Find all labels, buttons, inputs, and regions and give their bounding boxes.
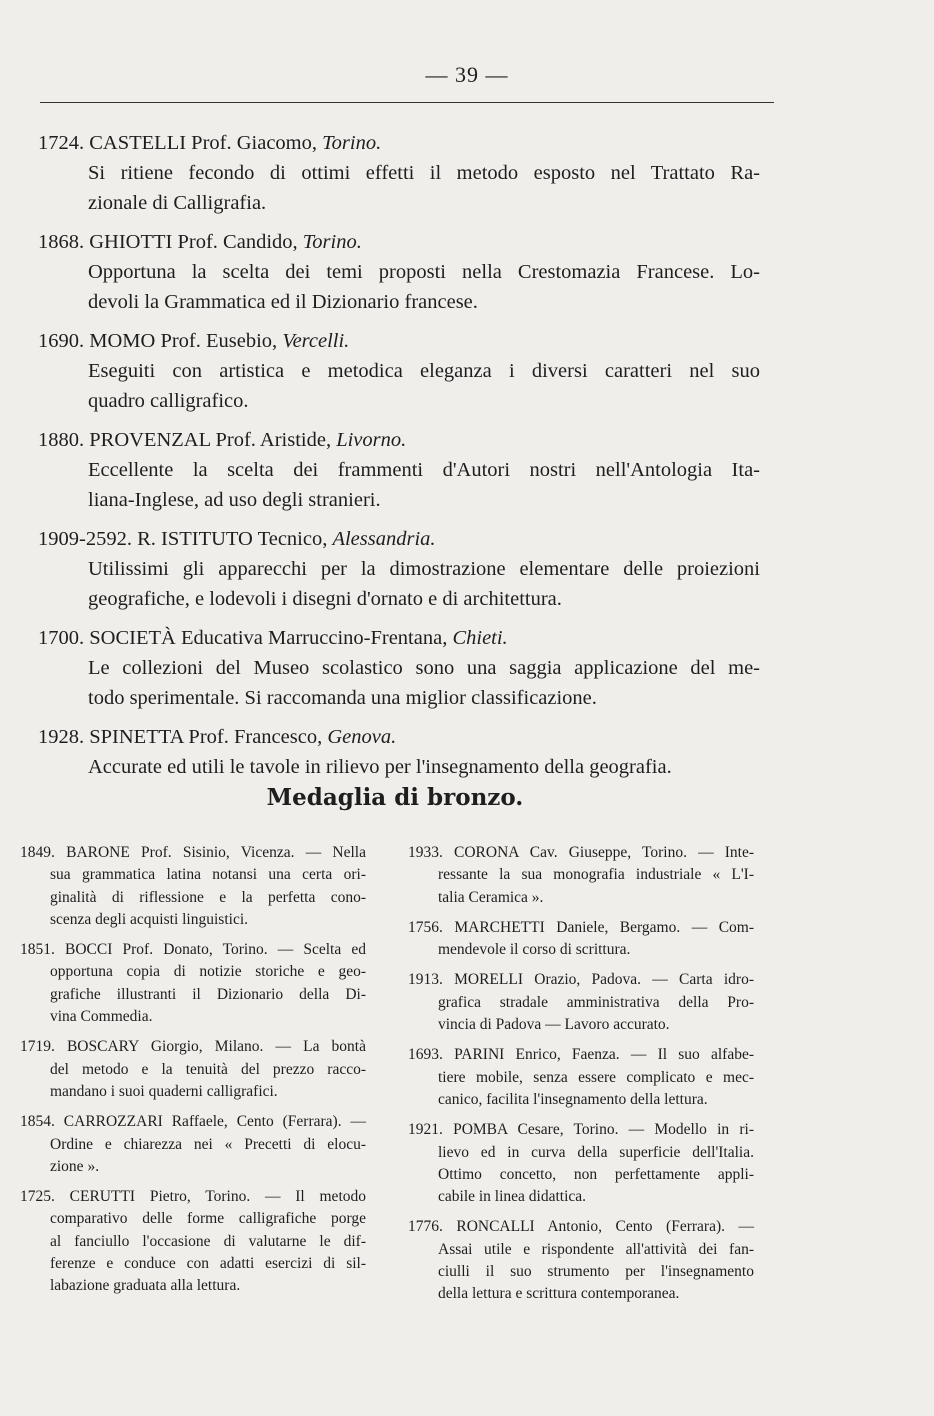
award-entry-line: zione ». <box>50 1157 100 1175</box>
award-entry-line: Ordine e chiarezza nei « Precetti di elocu- <box>50 1135 366 1153</box>
award-entry-line: comparativo delle forme calligrafiche porge <box>50 1210 366 1228</box>
award-entry-line: Assai utile e rispondente all'attività dei fan- <box>438 1240 754 1258</box>
award-entry <box>20 939 366 1028</box>
award-entry-line: vincia di Padova — Lavoro accurato. <box>438 1016 670 1034</box>
award-entry-line: scenza degli acquisti linguistici. <box>50 910 249 928</box>
entry-title: Educativa Marruccino-Frentana, <box>175 627 453 649</box>
entry-name: R. ISTITUTO <box>137 528 253 550</box>
entry-place: Vercelli. <box>282 330 350 352</box>
page-number: — 39 — <box>425 62 509 87</box>
award-entry <box>408 1119 754 1208</box>
entry-place: Chieti. <box>452 627 508 649</box>
main-entry <box>38 227 760 317</box>
award-entry <box>408 842 754 909</box>
award-entry <box>408 1044 754 1111</box>
award-entry-line: canico, facilita l'insegnamento della lettura. <box>438 1090 708 1108</box>
main-entries <box>38 128 760 791</box>
entry-text-line: zionale di Calligrafia. <box>88 192 267 214</box>
entry-name: GHIOTTI <box>89 231 173 253</box>
award-entry-line: ciulli il suo strumento per l'insegnamento <box>438 1263 754 1281</box>
award-entry-line: della lettura e scrittura contemporanea. <box>438 1285 680 1303</box>
entry-text-line: quadro calligrafico. <box>88 390 249 412</box>
award-entry-line: grafiche illustranti il Dizionario della Di- <box>50 985 366 1003</box>
main-entry <box>38 623 760 713</box>
entry-text-line: devoli la Grammatica ed il Dizionario francese. <box>88 291 478 313</box>
entry-text-line: liana-Inglese, ad uso degli stranieri. <box>88 489 381 511</box>
entry-number: 1690. <box>38 330 85 352</box>
entry-place: Alessandria. <box>332 528 436 550</box>
award-entry-line: 1854. CARROZZARI Raffaele, Cento (Ferrara). — <box>20 1113 366 1131</box>
award-entry-line: mendevole il corso di scrittura. <box>438 941 631 959</box>
entry-text-line: Eccellente la scelta dei frammenti d'Autori nostri nell'Antologia Ita- <box>88 459 760 481</box>
entry-text-line: geografiche, e lodevoli i disegni d'ornato e di architettura. <box>88 588 562 610</box>
section-heading: Medaglia di bronzo. <box>266 784 524 811</box>
award-entry-line: mandano i suoi quaderni calligrafici. <box>50 1082 278 1100</box>
entry-number: 1700. <box>38 627 85 649</box>
entry-name: MOMO <box>89 330 156 352</box>
award-entry <box>20 842 366 931</box>
award-entry-line: 1719. BOSCARY Giorgio, Milano. — La bontà <box>20 1038 366 1056</box>
main-entry <box>38 326 760 416</box>
award-entry-line: talia Ceramica ». <box>438 888 544 906</box>
award-entry-line: 1933. CORONA Cav. Giuseppe, Torino. — Inte- <box>408 844 754 861</box>
award-entry-line: 1776. RONCALLI Antonio, Cento (Ferrara). — <box>408 1218 754 1236</box>
entry-text-line: Utilissimi gli apparecchi per la dimostrazione elementare delle proiezioni <box>88 558 760 580</box>
entry-title: Prof. Aristide, <box>210 429 337 451</box>
award-entry-line: sua grammatica latina notansi una certa ori- <box>50 866 366 884</box>
award-entry-line: ferenze e conduce con adatti esercizi di sil- <box>50 1255 366 1273</box>
award-entry <box>408 1216 754 1305</box>
entry-title: Prof. Eusebio, <box>155 330 283 352</box>
award-entry-line: 1851. BOCCI Prof. Donato, Torino. — Scelta ed <box>20 941 366 959</box>
entry-heading <box>38 128 760 158</box>
award-entry-line: ressante la sua monografia industriale « L'I- <box>438 866 754 884</box>
award-entry-line: al fanciullo l'occasione di valutarne le dif- <box>50 1232 366 1250</box>
award-entry-line: del metodo e la tenuità del prezzo racco- <box>50 1060 366 1078</box>
entry-place: Genova. <box>327 726 397 748</box>
entry-title: Prof. Giacomo, <box>186 132 323 154</box>
entry-heading <box>38 524 760 554</box>
entry-heading <box>38 623 760 653</box>
entry-place: Torino. <box>322 132 382 154</box>
left-column <box>20 842 366 1306</box>
award-entry-line: lievo ed in curva della superficie dell'Italia. <box>438 1143 754 1161</box>
award-entry-line: 1921. POMBA Cesare, Torino. — Modello in ri- <box>408 1121 754 1139</box>
entry-name: SPINETTA <box>89 726 184 748</box>
entry-heading <box>38 722 760 752</box>
award-entry-line: 1693. PARINI Enrico, Faenza. — Il suo alfabe- <box>408 1046 754 1064</box>
award-entry-line: labazione graduata alla lettura. <box>50 1277 241 1295</box>
main-entry <box>38 722 760 782</box>
award-entry-line: opportuna copia di notizie storiche e geo- <box>50 963 366 981</box>
entry-title: Prof. Candido, <box>172 231 303 253</box>
entry-number: 1724. <box>38 132 85 154</box>
main-entry <box>38 128 760 218</box>
award-entry-line: tiere mobile, senza essere complicato e mec- <box>438 1068 754 1086</box>
entry-number: 1909-2592. <box>38 528 132 550</box>
award-entry-line: vina Commedia. <box>50 1008 153 1026</box>
header-rule <box>40 102 774 103</box>
entry-text-line: Opportuna la scelta dei temi proposti nella Crestomazia Francese. Lo- <box>88 261 760 283</box>
award-entry-line: 1849. BARONE Prof. Sisinio, Vicenza. — Nella <box>20 844 366 861</box>
award-entry <box>20 1036 366 1103</box>
right-column <box>408 842 754 1314</box>
entry-text-line: Accurate ed utili le tavole in rilievo per l'insegnamento della geografia. <box>88 756 672 778</box>
entry-text-line: Si ritiene fecondo di ottimi effetti il metodo esposto nel Trattato Ra- <box>88 162 760 184</box>
main-entry <box>38 425 760 515</box>
award-entry-line: grafica stradale amministrativa della Pro- <box>438 993 754 1011</box>
entry-heading <box>38 425 760 455</box>
entry-place: Torino. <box>302 231 362 253</box>
award-entry <box>20 1111 366 1178</box>
entry-heading <box>38 326 760 356</box>
entry-name: PROVENZAL <box>89 429 211 451</box>
entry-heading <box>38 227 760 257</box>
award-entry <box>408 969 754 1036</box>
award-entry-line: cabile in linea didattica. <box>438 1188 587 1206</box>
award-entry <box>20 1186 366 1297</box>
award-entry-line: 1913. MORELLI Orazio, Padova. — Carta idro- <box>408 971 754 989</box>
entry-place: Livorno. <box>336 429 407 451</box>
entry-title: Prof. Francesco, <box>183 726 328 748</box>
entry-text-line: todo sperimentale. Si raccomanda una miglior classificazione. <box>88 687 597 709</box>
entry-name: CASTELLI <box>89 132 187 154</box>
award-entry-line: ginalità di riflessione e la perfetta cono- <box>50 888 366 906</box>
award-entry-line: 1756. MARCHETTI Daniele, Bergamo. — Com- <box>408 918 754 936</box>
entry-text-line: Eseguiti con artistica e metodica eleganza i diversi caratteri nel suo <box>88 360 760 382</box>
entry-number: 1880. <box>38 429 85 451</box>
award-entry <box>408 917 754 962</box>
entry-number: 1928. <box>38 726 85 748</box>
award-entry-line: Ottimo concetto, non perfettamente appli- <box>438 1165 754 1183</box>
main-entry <box>38 524 760 614</box>
award-entry-line: 1725. CERUTTI Pietro, Torino. — Il metodo <box>20 1188 366 1206</box>
entry-title: Tecnico, <box>252 528 333 550</box>
entry-text-line: Le collezioni del Museo scolastico sono una saggia applicazione del me- <box>88 657 760 679</box>
entry-name: SOCIETÀ <box>89 627 176 649</box>
entry-number: 1868. <box>38 231 85 253</box>
